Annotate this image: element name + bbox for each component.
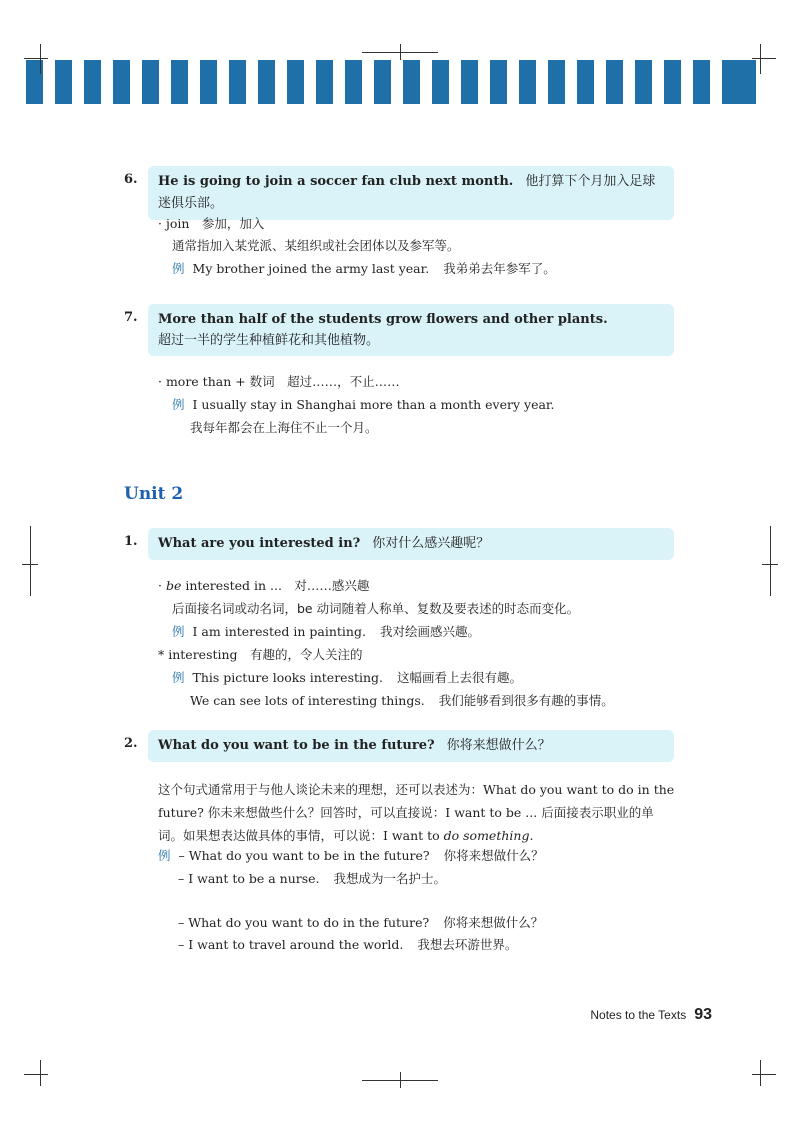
- stripe: [519, 60, 536, 104]
- page-footer: [590, 1006, 712, 1024]
- example-line: [190, 691, 614, 711]
- footer-label: Notes to the Texts: [590, 1008, 687, 1022]
- crop-mark: [400, 1072, 401, 1088]
- dialogue-english: – I want to travel around the world.: [178, 937, 404, 952]
- crop-mark: [762, 564, 778, 565]
- stripe: [374, 60, 391, 104]
- stripe: [635, 60, 652, 104]
- dialogue-line: [178, 913, 543, 933]
- crop-mark: [770, 526, 771, 596]
- note-interested-head: · be interested in ... 对……感兴趣: [158, 578, 370, 593]
- stripe: [664, 60, 681, 104]
- item-chinese: 你将来想做什么？: [446, 738, 551, 753]
- crop-mark: [40, 1060, 41, 1086]
- stripe: [229, 60, 246, 104]
- item-sentence-box: [148, 304, 674, 356]
- example-line: [172, 259, 556, 279]
- unit-title: Unit 2: [124, 484, 184, 504]
- dialogue-line: [178, 935, 517, 955]
- stripe: [200, 60, 217, 104]
- item-7: [124, 304, 674, 348]
- item-english: What are you interested in?: [158, 536, 361, 551]
- unit2-item-2: [124, 730, 674, 760]
- item-english: More than half of the students grow flowers and other plants.: [158, 312, 608, 327]
- item-number: 2.: [124, 736, 138, 751]
- stripe: [287, 60, 304, 104]
- dialogue-line: [178, 869, 446, 889]
- crop-mark: [40, 44, 41, 74]
- stripe: [84, 60, 101, 104]
- item-number: 1.: [124, 534, 138, 549]
- example-chinese: 我每年都会在上海住不止一个月。: [190, 420, 378, 435]
- stripe: [142, 60, 159, 104]
- example-english: My brother joined the army last year.: [192, 261, 430, 276]
- item-english: What do you want to be in the future?: [158, 738, 435, 753]
- note-interested-rest: interested in ... 对……感兴趣: [181, 578, 370, 593]
- item-sentence-box: [148, 166, 674, 220]
- stripe: [113, 60, 130, 104]
- example-english: We can see lots of interesting things.: [190, 693, 425, 708]
- page-number: 93: [694, 1006, 712, 1023]
- example-line: [172, 395, 555, 415]
- item-chinese: 超过一半的学生种植鲜花和其他植物。: [158, 333, 380, 348]
- example-chinese: 我弟弟去年参军了。: [443, 261, 556, 276]
- stripe: [171, 60, 188, 104]
- item-chinese: 你对什么感兴趣呢？: [372, 536, 490, 551]
- italic-phrase: do something: [443, 828, 530, 843]
- crop-mark: [752, 1074, 776, 1075]
- stripe: [577, 60, 594, 104]
- stripe: [403, 60, 420, 104]
- paragraph-line: 这个句式通常用于与他人谈论未来的理想，还可以表述为：What do you want to do in the: [158, 782, 675, 797]
- item-number: 7.: [124, 310, 138, 325]
- item-chinese: 他打算下个月加入足球迷俱乐部。: [158, 174, 656, 211]
- example-marker: 例: [172, 624, 185, 639]
- crop-mark: [752, 58, 776, 59]
- crop-mark: [30, 526, 31, 596]
- stripe: [258, 60, 275, 104]
- crop-mark: [760, 44, 761, 74]
- stripe: [461, 60, 478, 104]
- crop-mark: [760, 1060, 761, 1086]
- stripe: [693, 60, 710, 104]
- note-more-than-head: · more than + 数词 超过……，不止……: [158, 374, 400, 389]
- item-number: 6.: [124, 172, 138, 187]
- dialogue-english: – What do you want to be in the future?: [178, 848, 430, 863]
- paragraph-line: future? 你未来想做些什么？回答时，可以直接说：I want to be ... 后面接表示职业的单: [158, 805, 654, 820]
- stripe: [722, 60, 756, 104]
- dialogue-english: – I want to be a nurse.: [178, 871, 320, 886]
- stripe: [490, 60, 507, 104]
- dialogue-chinese: 我想去环游世界。: [417, 937, 518, 952]
- stripe: [55, 60, 72, 104]
- crop-mark: [24, 1074, 48, 1075]
- dialogue-line: [158, 846, 544, 866]
- example-english: I usually stay in Shanghai more than a month every year.: [192, 397, 555, 412]
- item-sentence-box: [148, 528, 674, 560]
- note-join-desc: 通常指加入某党派、某组织或社会团体以及参军等。: [172, 238, 460, 253]
- stripe: [432, 60, 449, 104]
- example-english: I am interested in painting.: [192, 624, 366, 639]
- stripe: [345, 60, 362, 104]
- note-interesting-head: * interesting 有趣的，令人关注的: [158, 647, 363, 662]
- item-english: He is going to join a soccer fan club next month.: [158, 174, 514, 189]
- example-chinese: 我对绘画感兴趣。: [379, 624, 480, 639]
- example-chinese: 我们能够看到很多有趣的事情。: [438, 693, 614, 708]
- example-line: [172, 622, 480, 642]
- header-stripes: [26, 60, 762, 104]
- crop-mark: [22, 564, 38, 565]
- item-sentence-box: [148, 730, 674, 762]
- item-6: [124, 166, 674, 211]
- dialogue-chinese: 你将来想做什么？: [443, 848, 544, 863]
- crop-mark: [24, 58, 48, 59]
- dialogue-chinese: 我想成为一名护士。: [333, 871, 447, 886]
- example-english: This picture looks interesting.: [192, 670, 384, 685]
- example-marker: 例: [158, 848, 171, 863]
- stripe: [606, 60, 623, 104]
- example-chinese: 这幅画看上去很有趣。: [397, 670, 523, 685]
- example-line: [172, 668, 522, 688]
- crop-mark: [400, 44, 401, 60]
- dialogue-chinese: 你将来想做什么？: [443, 915, 544, 930]
- note-join-head: · join 参加，加入: [158, 216, 265, 231]
- dialogue-english: – What do you want to do in the future?: [178, 915, 430, 930]
- paragraph-line: 词。如果想表达做具体的事情，可以说：I want to do something.: [158, 828, 534, 843]
- example-marker: 例: [172, 397, 185, 412]
- stripe: [548, 60, 565, 104]
- note-be-italic: be: [165, 578, 182, 593]
- stripe: [316, 60, 333, 104]
- explanation-paragraph: [158, 778, 678, 847]
- unit2-item-1: [124, 528, 674, 558]
- example-marker: 例: [172, 670, 185, 685]
- example-marker: 例: [172, 261, 185, 276]
- note-interested-desc: 后面接名词或动名词，be 动词随着人称单、复数及要表述的时态而变化。: [172, 601, 580, 616]
